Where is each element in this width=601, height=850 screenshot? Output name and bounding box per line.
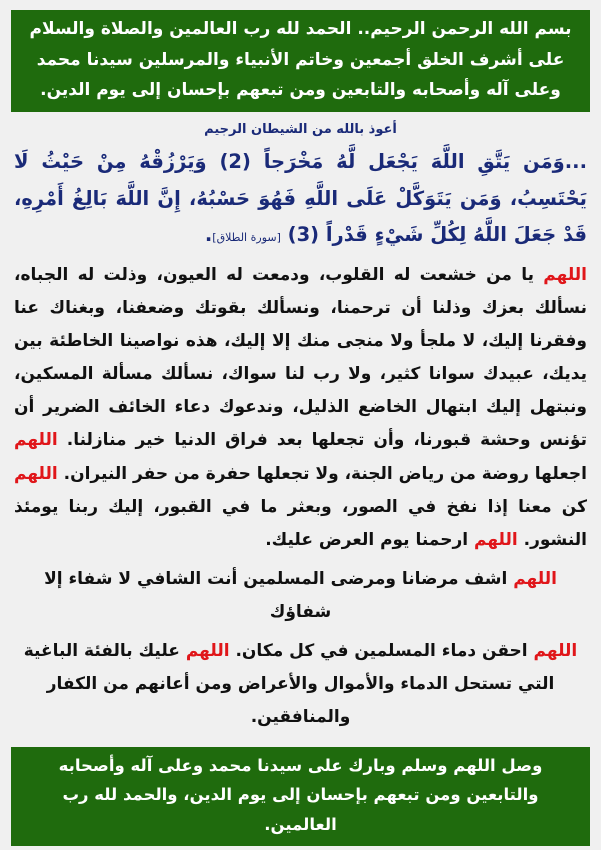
dua-text: احقن دماء المسلمين في كل مكان. <box>229 641 534 662</box>
closing-text: وصل اللهم وسلم وبارك على سيدنا محمد وعلى آله وأصحابه والتابعين ومن تبعهم بإحسان إلى يوم الدين، والحمد لله رب العالمين. <box>58 755 543 834</box>
allahumma-highlight: اللهم <box>513 568 557 589</box>
closing-banner <box>11 747 590 846</box>
dua-paragraph <box>14 563 587 629</box>
allahumma-highlight: اللهم <box>474 529 518 550</box>
dua-text: يا من خشعت له القلوب، ودمعت له العيون، وذلت له الجباه، نسألك بعزك وذلنا أن ترحمنا، ونسألك بقوتك وضعفنا، وبغناك عنا وفقرنا إليك، لا ملجأ ولا منجى منك إلا إليك، هذه نواصينا الخاطئة بين يديك، عبيدك سوانا كثير، ولا رب لنا سواك، نسألك مسألة المسكين، ونبتهل إليك ابتهال الخاضع الذليل، وندعوك دعاء الخائف الضرير أن تؤنس وحشة قبورنا، وأن تجعلها بعد فراق الدنيا خير منازلنا. <box>14 264 587 451</box>
opening-text: بسم الله الرحمن الرحيم.. الحمد لله رب العالمين والصلاة والسلام على أشرف الخلق أجمعين وخاتم الأنبياء والمرسلين سيدنا محمد وعلى آله وأصحابه والتابعين ومن تبعهم بإحسان إلى يوم الدين. <box>29 19 572 101</box>
dua-text: اجعلها روضة من رياض الجنة، ولا تجعلها حفرة من حفر النيران. <box>57 463 587 484</box>
isti-adha: أعوذ بالله من الشيطان الرجيم <box>204 121 397 137</box>
verse-end: . <box>204 222 213 246</box>
allahumma-highlight: اللهم <box>543 264 587 285</box>
verse-source: [سورة الطلاق] <box>212 230 281 244</box>
allahumma-highlight: اللهم <box>533 641 578 662</box>
main-content <box>14 118 587 735</box>
dua-paragraph <box>14 635 587 734</box>
dua-text: ارحمنا يوم العرض عليك. <box>265 529 474 550</box>
allahumma-highlight: اللهم <box>14 430 58 451</box>
allahumma-highlight: اللهم <box>185 641 230 662</box>
dua-text: عليك بالفئة الباغية التي تستحل الدماء والأموال والأعراض ومن أعانهم من الكفار والمنافقين. <box>23 641 555 728</box>
verse-text: ...وَمَن يَتَّقِ اللَّهَ يَجْعَل لَّهُ مَخْرَجاً (2) وَيَرْزُقْهُ مِنْ حَيْثُ لَا يَحْتَسِبُ، وَمَن يَتَوَكَّلْ عَلَى اللَّهِ فَهُوَ حَسْبُهُ، إِنَّ اللَّهَ بَالِغُ أَمْرِهِ، قَدْ جَعَلَ اللَّهُ لِكُلِّ شَيْءٍ قَدْراً (3) <box>14 150 587 246</box>
quran-verse <box>14 144 587 252</box>
allahumma-highlight: اللهم <box>14 463 58 484</box>
dua-paragraph <box>14 259 587 557</box>
opening-banner <box>11 10 590 112</box>
dua-text: اشف مرضانا ومرضى المسلمين أنت الشافي لا شفاء إلا شفاؤك <box>44 568 514 623</box>
dua-text: كن معنا إذا نفخ في الصور، وبعثر ما في القبور، إليك ربنا يومئذ النشور. <box>14 496 587 550</box>
dua-list <box>14 259 587 735</box>
